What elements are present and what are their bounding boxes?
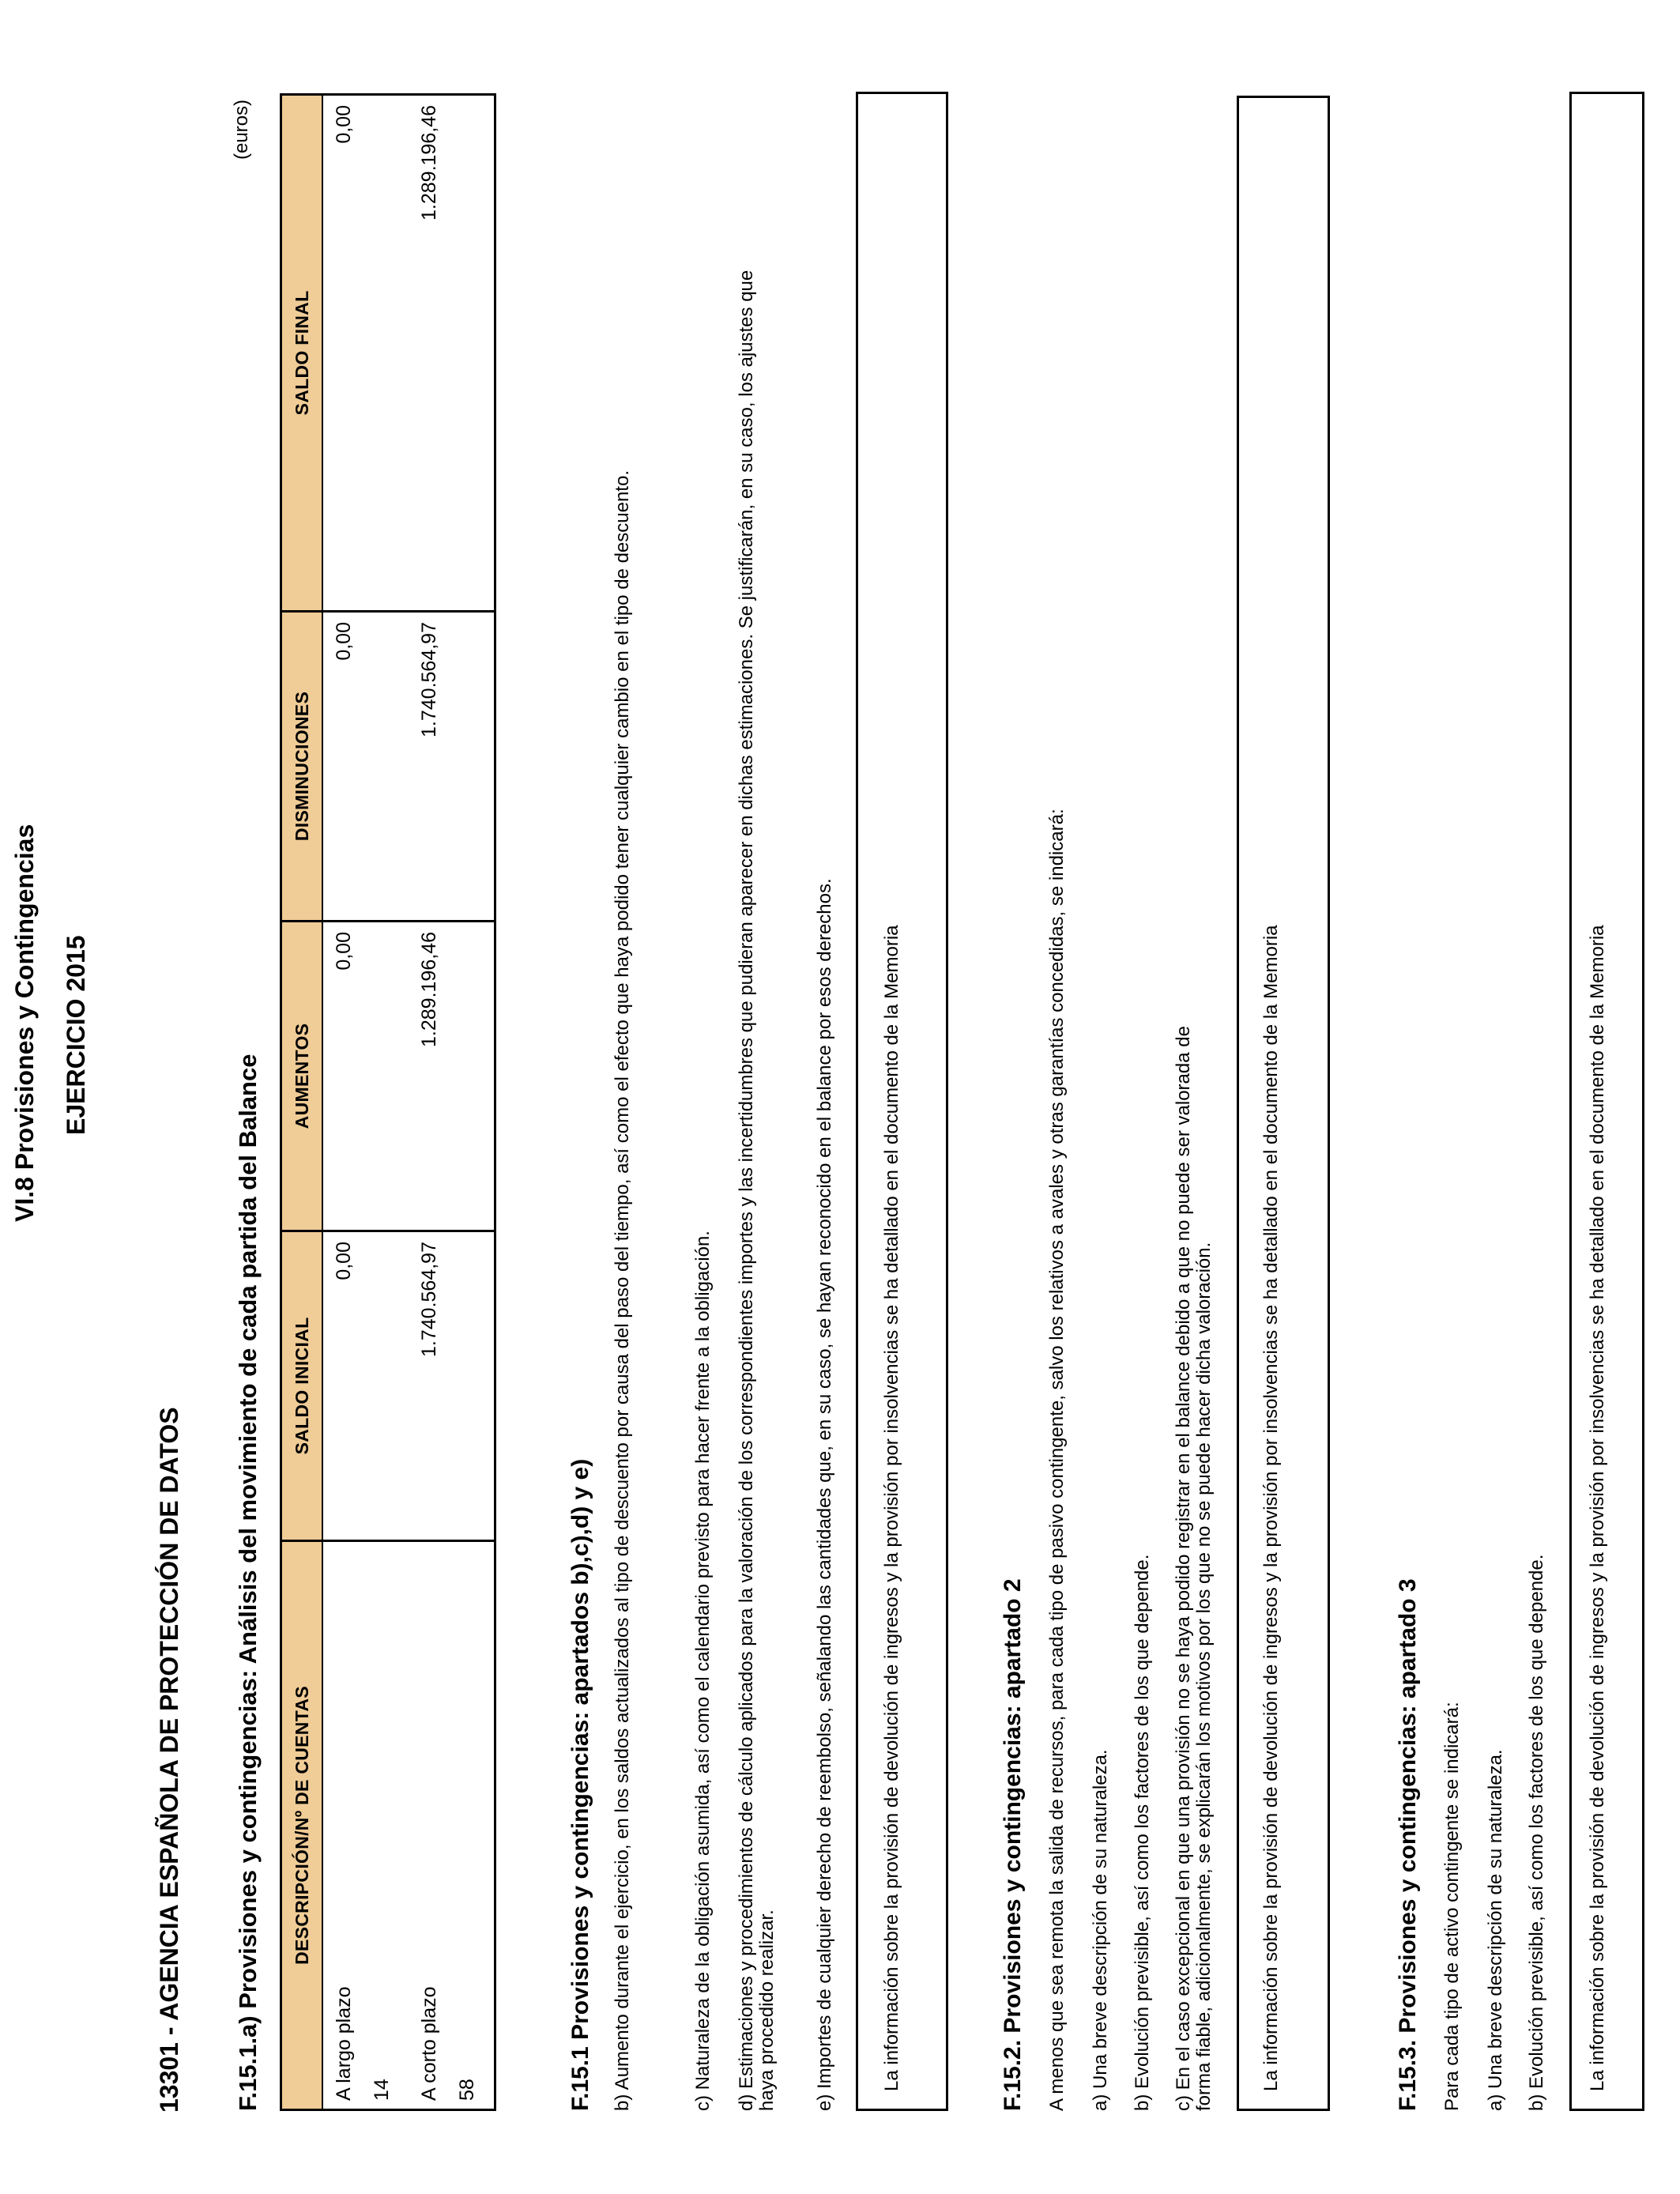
section-f152-info-text: La información sobre la provisión de devolución de ingresos y la provisión por insolvencias se ha detallado en el documento de la Memoria bbox=[1260, 925, 1282, 2091]
section-f151-title: F.15.1 Provisiones y contingencias: apartados b),c),d) y e) bbox=[567, 1458, 593, 2111]
section-f153-intro: Para cada tipo de activo contingente se indicará: bbox=[1441, 1702, 1463, 2111]
section-f152-title: F.15.2. Provisiones y contingencias: apartado 2 bbox=[1000, 1578, 1026, 2111]
cell-saldo-final: 1.289.196,46 bbox=[409, 95, 495, 612]
cell-aumentos: 1.289.196,46 bbox=[409, 922, 495, 1231]
table-title: F.15.1.a) Provisiones y contingencias: Análisis del movimiento de cada partida del Balance bbox=[234, 1054, 262, 2111]
cell-aumentos: 0,00 bbox=[322, 922, 409, 1231]
table-row bbox=[322, 95, 409, 2110]
units-label: (euros) bbox=[231, 99, 252, 160]
section-f153-item-a: a) Una breve descripción de su naturaleza. bbox=[1485, 1749, 1506, 2111]
row-description-cell bbox=[322, 1541, 409, 2110]
section-f151-info-text: La información sobre la provisión de devolución de ingresos y la provisión por insolvencias se ha detallado en el documento de la Memoria bbox=[881, 925, 902, 2091]
section-f152-item-a: a) Una breve descripción de su naturaleza. bbox=[1090, 1749, 1111, 2111]
section-f151-item-b: b) Aumento durante el ejercicio, en los saldos actualizados al tipo de descuento por causa del paso del tiempo, así como el efecto que haya podido tener cualquier cambio en el tipo de descuento. bbox=[612, 470, 633, 2111]
cell-disminuciones: 1.740.564,97 bbox=[409, 612, 495, 922]
entity-heading: 13301 - AGENCIA ESPAÑOLA DE PROTECCIÓN DE DATOS bbox=[155, 1407, 183, 2113]
movement-table bbox=[280, 93, 496, 2111]
page-title: VI.8 Provisiones y Contingencias bbox=[10, 824, 39, 1222]
row-description: A largo plazo bbox=[333, 1986, 355, 2101]
section-f153-item-b: b) Evolución previsible, así como los factores de los que depende. bbox=[1526, 1554, 1547, 2111]
section-f153-info-text: La información sobre la provisión de devolución de ingresos y la provisión por insolvencias se ha detallado en el documento de la Memoria bbox=[1587, 925, 1608, 2091]
row-account: 58 bbox=[456, 2079, 478, 2101]
row-description-cell bbox=[409, 1541, 495, 2110]
section-f151-item-e: e) Importes de cualquier derecho de reembolso, señalando las cantidades que, en su caso, se hayan reconocido en el balance por esos derechos. bbox=[814, 878, 835, 2111]
header-descripcion: DESCRIPCIÓN/Nº DE CUENTAS bbox=[281, 1541, 323, 2110]
section-f152-item-b: b) Evolución previsible, así como los factores de los que depende. bbox=[1132, 1554, 1153, 2111]
header-disminuciones: DISMINUCIONES bbox=[281, 612, 323, 922]
section-f152-item-c: c) En el caso excepcional en que una provisión no se haya podido registrar en el balance debido a que no puede ser valorada de forma fiable, adicionalmente, se explicarán los motivos por los que no se puede hacer dicha valoración. bbox=[1173, 1026, 1215, 2111]
header-aumentos: AUMENTOS bbox=[281, 922, 323, 1231]
section-f153-info-box bbox=[1569, 92, 1644, 2111]
cell-disminuciones: 0,00 bbox=[322, 612, 409, 922]
header-saldo-final: SALDO FINAL bbox=[281, 95, 323, 612]
section-f152-intro: A menos que sea remota la salida de recursos, para cada tipo de pasivo contingente, salvo los relativos a avales y otras garantías concedidas, se indicará: bbox=[1046, 809, 1068, 2111]
section-f153-title: F.15.3. Provisiones y contingencias: apartado 3 bbox=[1395, 1578, 1421, 2111]
cell-saldo-inicial: 0,00 bbox=[322, 1231, 409, 1541]
section-f151-item-d: d) Estimaciones y procedimientos de cálculo aplicados para la valoración de los correspondientes importes y las incertidumbres que pudieran aparecer en dichas estimaciones. Se justificarán, en su caso, los ajustes que haya procedido realizar. bbox=[736, 270, 778, 2111]
section-f151-item-c: c) Naturaleza de la obligación asumida, así como el calendario previsto para hacer frente a la obligación. bbox=[692, 1231, 714, 2111]
row-description: A corto plazo bbox=[418, 1986, 440, 2101]
header-saldo-inicial: SALDO INICIAL bbox=[281, 1231, 323, 1541]
cell-saldo-final: 0,00 bbox=[322, 95, 409, 612]
row-account: 14 bbox=[371, 2079, 393, 2101]
table-header-row bbox=[281, 95, 323, 2110]
section-f152-info-box bbox=[1237, 96, 1330, 2111]
cell-saldo-inicial: 1.740.564,97 bbox=[409, 1231, 495, 1541]
table-row bbox=[409, 95, 495, 2110]
ejercicio-heading: EJERCICIO 2015 bbox=[62, 935, 90, 1135]
section-f151-info-box bbox=[856, 92, 948, 2111]
